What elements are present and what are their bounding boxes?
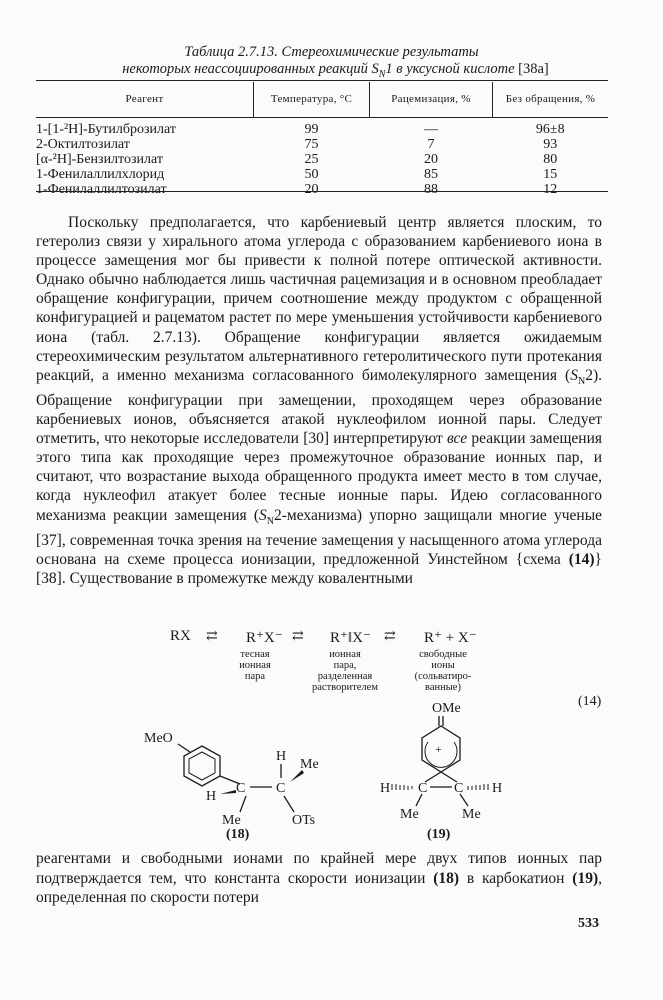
h-left-label: H (380, 781, 391, 796)
c1-label: C (418, 781, 428, 796)
h-top-label: H (276, 749, 287, 764)
caption-line-1: Таблица 2.7.13. Стереохимические результаты (184, 44, 479, 60)
cell-temperature: 75 (304, 137, 319, 152)
cell-retention: 15 (543, 167, 558, 182)
me-bottom-label: Me (222, 813, 241, 828)
c2-label: C (454, 781, 464, 796)
equilibrium-arrow-3: ⇄ (384, 629, 396, 644)
body-paragraph-2: реагентами и свободными ионами по крайней мере двух типов ионных пар подтверждается тем, что константа скорости ионизации (18) в карбокатион (19), определенная по скорости потери (36, 850, 602, 906)
cell-temperature: 20 (304, 182, 319, 197)
table-row (36, 137, 608, 152)
cell-reagent: 1-Фенилаллилтозилат (36, 182, 167, 197)
table-row (36, 182, 608, 197)
species-free-ions: R⁺ + X⁻ (424, 630, 477, 646)
cell-racemization: — (424, 122, 438, 137)
ionization-scheme (170, 628, 530, 648)
me-right-label: Me (462, 807, 481, 822)
molecule-18-number: (18) (226, 827, 250, 842)
species-contact-pair: R⁺X⁻ (246, 630, 283, 646)
cell-retention: 12 (543, 182, 558, 197)
table-row (36, 152, 608, 167)
ots-label: OTs (292, 813, 316, 828)
cell-retention: 96±8 (535, 122, 565, 137)
col-header-retention: Без обращения, % (493, 82, 609, 118)
table-header-row (36, 82, 608, 118)
h-left-label: H (206, 789, 217, 804)
cell-racemization: 7 (427, 137, 435, 152)
molecule-19-number: (19) (427, 827, 451, 842)
ome-label: OMe (432, 701, 461, 716)
col-header-reagent: Реагент (125, 93, 164, 105)
cell-racemization: 88 (424, 182, 438, 197)
table-row (36, 118, 608, 138)
label-separated-pair: ионная пара, разделенная растворителем (312, 649, 378, 693)
scheme-number: (14) (578, 694, 602, 709)
h-right-label: H (492, 781, 503, 796)
cell-reagent: 1-[1-²H]-Бутилброзилат (36, 122, 177, 137)
c2-label: C (276, 781, 286, 796)
molecule-18-structure (140, 720, 340, 830)
body-paragraph-1: Поскольку предполагается, что карбениевый центр является плоским, то гетеролиз связи у хирального атома углерода с образованием карбениевого иона в процессе замещения мог бы привести к полной потере оптической активности. Однако обычно наблюдается лишь частичная рацемизация и в основном преобладает обращение конфигурации, причем соотношение между продуктом с обращенной конфигурацией и рацематом растет по мере уменьшения устойчивости карбениевого иона (табл. 2.7.13). Обращение конфигурации является ожидаемым стереохимическим результатом альтернативного гетеролитического пути протекания реакций, а именно механизма согласованного бимолекулярного замещения $(S_N2)$. Обращение конфигурации при замещении, проходящем через образование карбениевых ионов, объясняется атакой нуклеофилом ионной пары. Следует отметить, что некоторые исследователи [30] интерпретируют все реакции замещения этого типа как проходящие через промежуточное образование ионных пар, и считают, что возрастание выхода обращенного продукта имеет место в том случае, когда нуклеофил атакует более тесные ионные пары. Идею согласованного механизма реакции замещения $(S_N2-механизма)$ упорно защищали многие ученые [37], современная точка зрения на течение замещения у насыщенного атома углерода основана на схеме процесса ионизации, предложенной Уинстейном {схема (14)} [38]. Существование в промежутке между ковалентными (36, 214, 602, 587)
label-contact-pair: тесная ионная пара (239, 649, 271, 682)
table-caption (0, 44, 663, 83)
me-right-label: Me (300, 757, 319, 772)
results-table (36, 82, 608, 197)
label-free-ions: свободные ионы (сольватиро- ванные) (414, 649, 472, 693)
molecule-19-structure (380, 696, 520, 826)
table-row (36, 167, 608, 182)
table-top-rule (36, 80, 608, 81)
equilibrium-arrow-2: ⇄ (292, 629, 304, 644)
cell-reagent: 2-Октилтозилат (36, 137, 130, 152)
me-left-label: Me (400, 807, 419, 822)
cell-racemization: 20 (424, 152, 438, 167)
c1-label: C (236, 781, 246, 796)
cell-temperature: 99 (304, 122, 319, 137)
cell-retention: 93 (543, 137, 558, 152)
col-header-racemization: Рацемизация, % (370, 82, 493, 118)
caption-line-2: некоторых неассоциированных реакций $S_N1$ в уксусной кислоте [38а] (122, 61, 549, 80)
cell-temperature: 50 (304, 167, 319, 182)
species-rx: RX (170, 628, 191, 644)
plus-charge: + (435, 742, 442, 756)
cell-retention: 80 (543, 152, 558, 167)
page-number: 533 (578, 916, 599, 931)
meo-label: MeO (144, 731, 173, 746)
cell-reagent: 1-Фенилаллилхлорид (36, 167, 165, 182)
cell-temperature: 25 (304, 152, 319, 167)
equilibrium-arrow-1: ⇄ (206, 629, 218, 644)
col-header-temperature: Температура, °C (254, 82, 370, 118)
cell-racemization: 85 (424, 167, 438, 182)
cell-reagent: [α-²H]-Бензилтозилат (36, 152, 163, 167)
table-bottom-rule (36, 191, 608, 192)
species-separated-pair: R⁺‖X⁻ (330, 630, 371, 646)
